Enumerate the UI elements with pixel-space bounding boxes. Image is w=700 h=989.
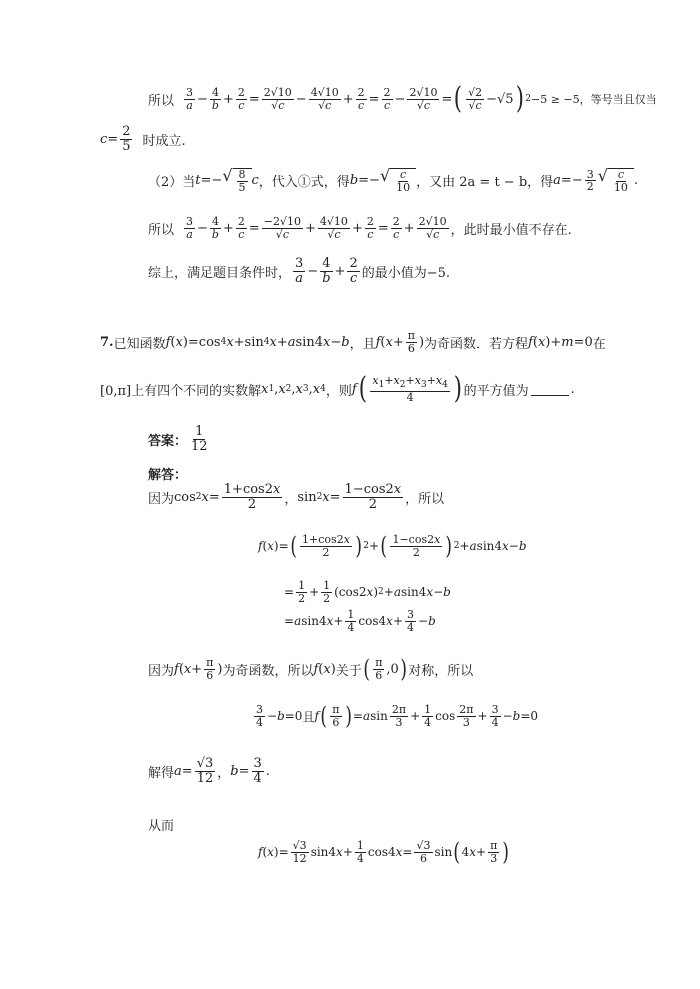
text-about: 关于 [335,663,362,679]
line-part1-2: c = $\frac{2}{5}$ 时成立. [100,124,186,154]
solution-line7: 解得 a = $\frac{√3}{12}$ ， b = $\frac{3}{4}$ . [148,756,270,786]
text-and: ，且 [349,336,376,352]
fraction: $\frac{3}{4}$ [407,608,415,634]
fraction: $\frac{2√10}{√c}$ [418,215,447,241]
fraction: $\frac{2}{c}$ [237,85,245,112]
text-solve: 解得 [148,765,175,781]
text-chengli: 时成立. [142,133,186,149]
fraction: $\frac{2}{c}$ [349,256,358,286]
text-and: 且 [302,709,315,724]
fraction: $\frac{1}{4}$ [424,703,432,729]
text-summary: 综上，满足题目条件时， [148,265,292,281]
solution-line5: 因为 f ( x + $\frac{\pi}{6}$ ) 为奇函数，所以 f ( x ) 关于 ( $\frac{\pi}{6}$ ,0 ) 对称，所以 [148,655,474,684]
text-odd: 为奇函数．若方程 [424,336,529,352]
fraction: $\frac{1-\cos 2x}{2}$ [392,533,441,559]
text-symmetric: 对称，所以 [408,663,474,679]
fraction: $\frac{2√10}{√c}$ [409,85,438,112]
solution-line8 [148,815,174,834]
text-then: ，则 [325,383,352,399]
text-odd-so: 为奇函数，所以 [222,663,314,679]
text-suoyi: 所以 [148,222,175,238]
fraction: $\frac{\pi}{3}$ [490,839,498,865]
problem7-line2: [0,π]上有四个不同的实数解 x 1 , x 2 , x 3 , x 4 ，则 f ( $\frac{x_1+x_2+x_3+x_4}{4}$ ) 的平方值为 . [100,371,575,406]
line-part1-3: （2）当 t =− √ $\frac{8}{5}$ c ，代入①式，得 b =− √ $\frac{c}{10}$ ，又由 2a = t − b，得 a =− $\frac{3}{2}$ √ $\frac{c}{10}$ . [148,166,639,194]
line-part1-1: 所以 $\frac{3}{a}$ − $\frac{4}{b}$ + $\frac{2}{c}$ = $\frac{2√10}{√c}$ − $\frac{4√10}{√c}$ + $\frac{2}{c}$ = $\frac{2}{c}$ − $\frac{2√10}{√c}$ = ( $\frac{√2}{√c}$ −√5 ) 2 −5 ≥ −5，等号当且仅当 [148,81,657,116]
fraction: $\frac{1}{4}$ [347,608,355,634]
solution-label [148,464,187,483]
text-substitute: ，代入①式，得 [258,175,350,191]
fraction: $\frac{c}{10}$ [396,168,411,194]
fraction: $\frac{√2}{√c}$ [468,85,483,112]
text-case2: （2）当 [148,175,196,191]
fraction: $\frac{2}{c}$ [357,85,365,112]
text-square: 的平方值为 [463,383,529,399]
fraction: $\frac{3}{4}$ [256,703,263,729]
fraction: $\frac{4√10}{√c}$ [310,85,339,112]
fraction: $\frac{2}{c}$ [237,215,245,241]
solution-eq4: $\frac{3}{4}$ − b =0 且 f ( $\frac{\pi}{6}$ ) = a sin $\frac{2\pi}{3}$ + $\frac{1}{4}$ cos $\frac{2\pi}{3}$ + $\frac{3}{4}$ − b =0 [256,702,539,731]
text-given: 已知函数 [113,336,166,352]
fraction: $\frac{8}{5}$ [238,168,246,194]
fraction: $\frac{3}{a}$ [186,85,194,112]
answer-line [148,425,212,453]
solution-eq2: = $\frac{1}{2}$ + $\frac{1}{2}$ (cos2 x ) 2 + a sin4 x − b [284,579,451,605]
fraction: $\frac{1}{2}$ [298,579,306,605]
fraction: $\frac{2}{c}$ [392,215,400,241]
fraction: $\frac{√3}{6}$ [416,839,431,865]
problem7-line1: 7. 已知函数 f ( x )=cos 4 x +sin 4 x + a sin4 x − b ，且 f ( x + $\frac{\pi}{6}$ ) 为奇函数．若方程 f ( x )+ m =0 在 [100,329,606,355]
text-min-value: 的最小值为−5. [361,265,451,281]
fraction: $\frac{3}{a}$ [295,256,304,286]
text-suoyi: 所以 [148,93,175,109]
fraction: $\frac{2}{5}$ [122,124,131,154]
fraction: $\frac{1-\cos 2x}{2}$ [344,482,402,512]
fraction: $\frac{√3}{12}$ [196,756,214,786]
text-hence: 从而 [148,819,175,834]
fraction: $\frac{2}{c}$ [366,215,374,241]
fraction: $\frac{c}{10}$ [613,168,628,194]
fraction: $\frac{\pi}{6}$ [332,703,340,729]
text-period: . [570,381,575,397]
fraction: $\frac{4√10}{√c}$ [319,215,348,241]
text-inequality: −5 ≥ −5，等号当且仅当 [531,93,657,106]
text-therefore: ，所以 [405,491,445,507]
text-no-min: ，此时最小值不存在. [450,222,572,238]
answer-label: 答案： [148,433,188,449]
fraction: $\frac{x_1+x_2+x_3+x_4}{4}$ [372,373,448,404]
line-part1-4: 所以 $\frac{3}{a}$ − $\frac{4}{b}$ + $\frac{2}{c}$ = $\frac{-2√10}{√c}$ + $\frac{4√10}{√c}$ + $\frac{2}{c}$ = $\frac{2}{c}$ + $\frac{2√10}{√c}$ ，此时最小值不存在. [148,215,572,241]
solution-label-text: 解答： [148,468,188,483]
fraction: $\frac{2\pi}{3}$ [391,703,407,729]
fraction: $\frac{-2√10}{√c}$ [263,215,302,241]
answer-blank [531,383,569,396]
fraction: $\frac{1+\cos 2x}{2}$ [302,533,350,559]
solution-line1: 因为 cos 2 x = $\frac{1+\cos 2x}{2}$ ， sin 2 x = $\frac{1-\cos 2x}{2}$ ，所以 [148,482,445,512]
text-zai: 在 [592,336,606,352]
fraction: $\frac{1}{4}$ [356,839,364,865]
text-because: 因为 [148,491,175,507]
text-comma: ， [284,491,298,507]
text-interval: [0,π]上有四个不同的实数解 [100,383,262,399]
answer-fraction: $\frac{1}{12}$ [191,424,208,454]
fraction: $\frac{2}{c}$ [383,85,391,112]
problem-number: 7. [100,334,114,350]
fraction: $\frac{\pi}{6}$ [375,656,383,682]
solution-eq3: = a sin4 x + $\frac{1}{4}$ cos4 x + $\frac{3}{4}$ − b [284,608,436,634]
fraction: $\frac{3}{4}$ [491,703,499,729]
fraction: $\frac{4}{b}$ [211,215,219,241]
fraction: $\frac{√3}{12}$ [292,839,307,865]
text-because: 因为 [148,663,175,679]
fraction: $\frac{\pi}{6}$ [407,329,415,355]
fraction: $\frac{1+\cos 2x}{2}$ [223,482,281,512]
text-again: ，又由 2a = t − b，得 [416,175,554,191]
solution-eq1: f ( x )= ( $\frac{1+\cos 2x}{2}$ ) 2 + ( $\frac{1-\cos 2x}{2}$ ) 2 + a sin4 x − b [258,532,527,561]
fraction: $\frac{4}{b}$ [211,85,219,112]
fraction: $\frac{4}{b}$ [322,256,331,286]
fraction: $\frac{3}{2}$ [586,167,594,194]
solution-eq5: f ( x )= $\frac{√3}{12}$ sin4 x + $\frac{1}{4}$ cos4 x = $\frac{√3}{6}$ sin ( 4 x + $\frac{\pi}{3}$ ) [258,838,510,867]
line-part1-5: 综上，满足题目条件时， $\frac{3}{a}$ − $\frac{4}{b}$ + $\frac{2}{c}$ 的最小值为−5. [148,256,451,286]
fraction: $\frac{1}{2}$ [323,579,331,605]
fraction: $\frac{2√10}{√c}$ [263,85,292,112]
fraction: $\frac{\pi}{6}$ [206,656,214,682]
fraction: $\frac{3}{a}$ [186,215,194,241]
fraction: $\frac{2\pi}{3}$ [459,703,474,729]
fraction: $\frac{3}{4}$ [253,756,262,786]
